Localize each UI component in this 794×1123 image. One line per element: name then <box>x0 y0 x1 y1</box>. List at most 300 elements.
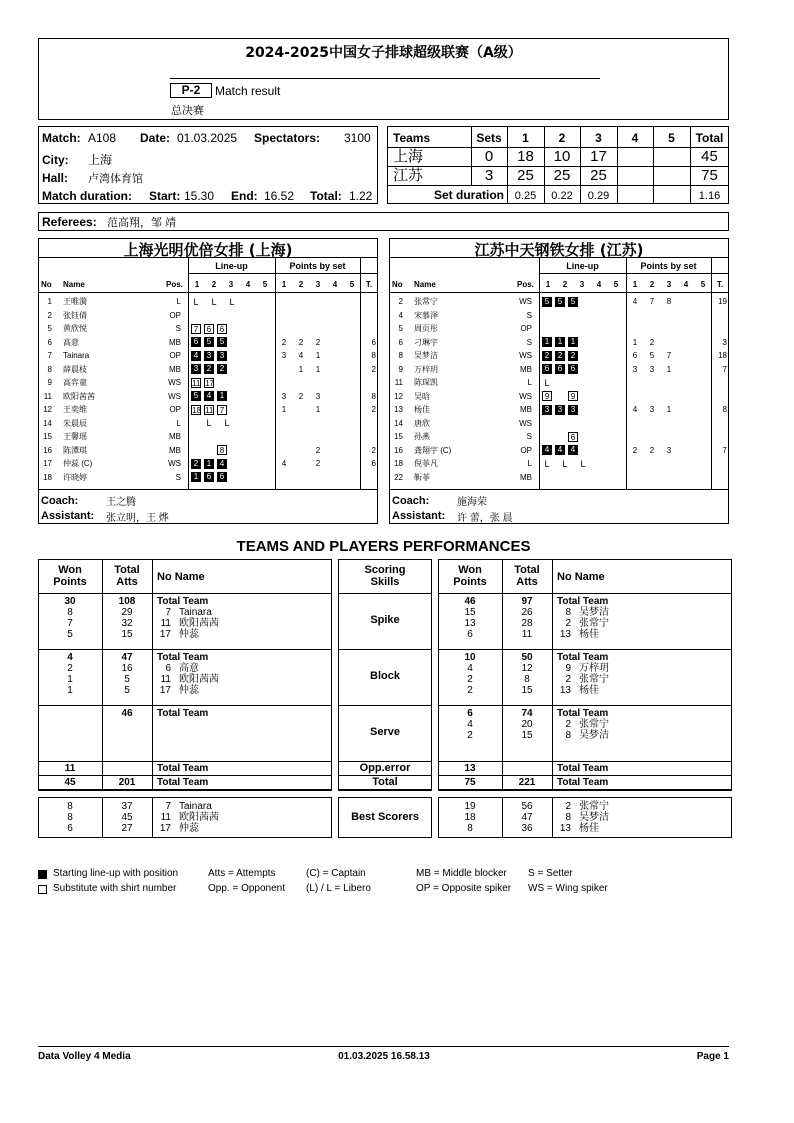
player-row <box>38 430 378 443</box>
starting-position-box: 5 <box>568 297 578 307</box>
footer-rule <box>38 1046 729 1047</box>
player-number: 18 <box>394 459 403 468</box>
coach-name: 王之腾 <box>106 497 136 508</box>
player-number: 2 <box>398 297 403 306</box>
player-number: 16 <box>43 445 52 455</box>
starting-position-box: 3 <box>191 364 201 374</box>
player-lineup <box>191 336 230 349</box>
col-total: T. <box>365 280 373 289</box>
player-lineup <box>542 390 581 403</box>
player-position: L <box>527 378 532 387</box>
col-no: No <box>392 280 403 289</box>
substitute-legend-icon <box>38 885 47 894</box>
lineup-header: Line-up <box>566 261 599 271</box>
set-points: 8 <box>666 297 672 306</box>
won-points: 13 <box>464 618 476 629</box>
player-name: 杨佳 <box>414 405 430 414</box>
player-name: 高弈童 <box>63 378 87 387</box>
set-points: 2 <box>298 337 304 347</box>
player-position: MB <box>169 364 181 374</box>
player-number: 5 <box>398 324 403 333</box>
starting-position-box: 2 <box>217 364 227 374</box>
perf-player-name: 杨佳 <box>579 629 599 640</box>
perf-player-name: Total Team <box>157 652 209 663</box>
starting-position-box: 3 <box>204 351 214 361</box>
player-lineup <box>542 376 560 389</box>
player-row <box>389 430 729 443</box>
player-number: 18 <box>43 472 52 482</box>
starting-position-box: 2 <box>542 351 552 361</box>
player-number: 11 <box>43 391 52 401</box>
won-points: 5 <box>67 629 73 640</box>
player-position: S <box>526 337 532 347</box>
perf-player-name: 欧阳茜茜 <box>179 812 219 823</box>
set-points: 1 <box>666 405 672 414</box>
won-points: 4 <box>467 719 473 730</box>
player-name: 孙燕 <box>414 432 430 441</box>
won-points: 75 <box>464 777 476 788</box>
perf-player-number: 13 <box>559 823 571 834</box>
score-header-set1: 1 <box>522 131 529 145</box>
divider <box>389 292 729 293</box>
player-row <box>389 471 729 484</box>
player-name: 陈琛凯 <box>414 378 438 387</box>
total-attempts: 221 <box>518 777 536 788</box>
perf-player-name: 杨佳 <box>579 685 599 696</box>
perf-player-number: 2 <box>565 719 571 730</box>
player-number: 6 <box>398 337 403 347</box>
perf-player-name: 吴梦洁 <box>579 730 609 741</box>
skills-header-1: Scoring <box>364 564 406 576</box>
set-points: 1 <box>281 405 287 414</box>
points-header: Points by set <box>640 261 697 271</box>
player-number: 17 <box>43 459 52 468</box>
player-name: 朱晨辰 <box>63 418 87 428</box>
player-row <box>389 457 729 470</box>
player-row <box>38 457 378 470</box>
col-pos: Pos. <box>517 280 534 289</box>
points-set-col: 3 <box>666 280 672 289</box>
perf-player-name: Total Team <box>557 596 609 607</box>
total-attempts: 28 <box>521 618 533 629</box>
player-position: OP <box>169 351 181 360</box>
divider <box>152 797 153 838</box>
won-points: 8 <box>67 812 73 823</box>
perf-player-number: 17 <box>159 629 171 640</box>
set-points: 3 <box>315 391 321 401</box>
start-label: Start: <box>149 189 181 203</box>
performances-title: TEAMS AND PLAYERS PERFORMANCES <box>236 538 531 555</box>
atts-header-2: Atts <box>516 576 538 588</box>
player-name: 王唯漪 <box>63 297 87 306</box>
coach-name: 施海荣 <box>457 497 487 508</box>
player-total: 6 <box>371 337 376 347</box>
player-row <box>389 444 729 457</box>
perf-player-number: 11 <box>160 674 171 685</box>
col-total: T. <box>716 280 724 289</box>
perf-player-number: 2 <box>565 674 571 685</box>
ws-legend: WS = Wing spiker <box>528 883 608 894</box>
player-total: 18 <box>718 351 727 360</box>
player-total: 8 <box>722 405 727 414</box>
starting-position-box: 3 <box>555 405 565 415</box>
player-total: 19 <box>718 297 727 306</box>
score-total: 75 <box>701 167 718 184</box>
player-number: 12 <box>43 405 52 414</box>
player-total: 7 <box>722 445 727 455</box>
set-points: 5 <box>649 351 655 360</box>
total-attempts: 8 <box>524 674 530 685</box>
score-team-name: 江苏 <box>393 167 424 184</box>
player-number: 16 <box>394 445 403 455</box>
total-attempts: 46 <box>121 708 133 719</box>
total-attempts: 36 <box>521 823 533 834</box>
divider <box>38 761 332 762</box>
perf-player-number: 8 <box>565 812 571 823</box>
opp-legend: Opp. = Opponent <box>208 883 286 894</box>
player-total: 8 <box>371 351 376 360</box>
substitute-box: 18 <box>192 405 201 415</box>
player-row <box>38 322 378 335</box>
won-points: 18 <box>464 812 476 823</box>
perf-player-number: 8 <box>565 730 571 741</box>
set-points: 2 <box>315 445 321 455</box>
perf-player-number: 2 <box>565 801 571 812</box>
starting-position-box: 1 <box>217 391 227 401</box>
player-number: 2 <box>47 310 52 320</box>
end-label: End: <box>231 189 258 203</box>
score-header-set3: 3 <box>595 131 602 145</box>
score-row-home <box>387 148 729 166</box>
mb-legend: MB = Middle blocker <box>416 868 507 879</box>
divider <box>38 775 332 776</box>
won-points: 4 <box>67 652 73 663</box>
total-attempts: 26 <box>521 607 533 618</box>
perf-player-number: 7 <box>165 801 171 812</box>
player-lineup <box>542 349 581 362</box>
libero-mark: L <box>229 296 235 307</box>
won-points: 30 <box>64 596 76 607</box>
player-row <box>389 349 729 362</box>
hall-label: Hall: <box>42 171 69 185</box>
won-header-2: Points <box>453 576 487 588</box>
team-name: 江苏中天钢铁女排 (江苏) <box>474 241 644 259</box>
player-lineup <box>191 403 230 416</box>
set-points: 4 <box>298 351 304 360</box>
skill-label: Total <box>372 776 398 788</box>
total-attempts: 15 <box>521 685 533 696</box>
total-attempts: 16 <box>121 663 133 674</box>
libero-mark: L <box>544 377 550 388</box>
won-header-1: Won <box>58 564 82 576</box>
perf-player-name: 仲蕊 <box>179 629 199 640</box>
end-value: 16.52 <box>264 189 295 203</box>
perf-player-name: Total Team <box>157 777 209 788</box>
set-points: 3 <box>632 364 638 374</box>
set-points: 1 <box>315 405 321 414</box>
perf-player-number: 11 <box>160 812 171 823</box>
player-row <box>38 376 378 389</box>
hall-value: 卢湾体育馆 <box>88 173 143 185</box>
starting-position-box: 4 <box>568 445 578 455</box>
player-number: 8 <box>398 351 403 360</box>
lineup-set-col: 2 <box>562 280 568 289</box>
starting-position-box: 2 <box>191 459 201 469</box>
perf-player-name: Tainara <box>179 801 212 812</box>
won-points: 13 <box>464 763 476 774</box>
divider <box>38 705 332 706</box>
perf-player-name: Total Team <box>157 596 209 607</box>
won-points: 6 <box>467 708 473 719</box>
coach-label: Coach: <box>392 495 430 507</box>
player-lineup <box>191 417 240 430</box>
player-position: OP <box>520 324 532 333</box>
divider <box>389 257 729 258</box>
skill-label: Block <box>370 670 400 682</box>
perf-player-name: Total Team <box>557 777 609 788</box>
captain-legend: (C) = Captain <box>306 868 366 879</box>
player-row <box>389 376 729 389</box>
player-number: 14 <box>394 418 403 428</box>
player-row <box>38 309 378 322</box>
player-row <box>38 336 378 349</box>
player-lineup <box>542 457 596 470</box>
starting-legend-icon <box>38 870 47 879</box>
won-points: 2 <box>467 674 473 685</box>
player-row <box>389 322 729 335</box>
player-name: 万梓玥 <box>414 364 438 374</box>
set-points: 3 <box>281 391 287 401</box>
player-position: OP <box>169 405 181 414</box>
divider <box>438 761 732 762</box>
player-number: 6 <box>47 337 52 347</box>
won-points: 8 <box>467 823 473 834</box>
won-points: 2 <box>467 730 473 741</box>
substitute-box: 11 <box>205 405 214 415</box>
divider <box>338 790 432 791</box>
score-team-name: 上海 <box>393 148 424 165</box>
libero-mark: L <box>211 296 217 307</box>
set-points: 2 <box>315 337 321 347</box>
substitute-box: 11 <box>192 378 201 388</box>
player-row <box>38 403 378 416</box>
divider <box>438 775 732 776</box>
substitute-box: 7 <box>191 324 201 334</box>
perf-player-name: Total Team <box>557 708 609 719</box>
player-number: 5 <box>47 324 52 333</box>
date-label: Date: <box>140 131 171 145</box>
score-header-teams: Teams <box>393 131 431 145</box>
lineup-set-col: 3 <box>228 280 234 289</box>
footer-timestamp: 01.03.2025 16.58.13 <box>338 1051 430 1062</box>
perf-player-name: Tainara <box>179 607 212 618</box>
lineup-set-col: 5 <box>613 280 619 289</box>
perf-player-number: 8 <box>565 607 571 618</box>
set-points: 3 <box>666 445 672 455</box>
divider <box>38 649 332 650</box>
score-header-set4: 4 <box>631 131 639 145</box>
perf-player-name: 张常宁 <box>579 801 609 812</box>
assistant-label: Assistant: <box>41 510 95 522</box>
won-points: 19 <box>464 801 476 812</box>
score-header-set2: 2 <box>558 131 566 145</box>
perf-player-name: 吴梦洁 <box>579 812 609 823</box>
score-set3: 25 <box>590 167 607 184</box>
player-total: 8 <box>371 391 376 401</box>
set-duration-1: 0.25 <box>514 190 537 202</box>
player-name: 仲蕊 (C) <box>63 459 93 468</box>
assistant-names: 许 蕾，张 晨 <box>457 513 513 524</box>
atts-legend: Atts = Attempts <box>208 868 276 879</box>
set-points: 2 <box>281 337 287 347</box>
perf-player-name: 高意 <box>179 663 199 674</box>
divider <box>438 649 732 650</box>
divider <box>188 273 378 274</box>
total-attempts: 74 <box>521 708 533 719</box>
player-name: 吴晗 <box>414 391 430 401</box>
perf-player-name: 吴梦洁 <box>579 607 609 618</box>
set-points: 1 <box>298 364 304 374</box>
points-set-col: 4 <box>683 280 689 289</box>
player-position: OP <box>520 445 532 455</box>
player-number: 8 <box>47 364 52 374</box>
libero-mark: L <box>580 458 586 469</box>
libero-mark: L <box>224 418 230 429</box>
atts-header-2: Atts <box>116 576 138 588</box>
player-name: 龚翔宇 (C) <box>414 445 452 455</box>
noname-header: No Name <box>157 571 205 583</box>
starting-position-box: 5 <box>555 297 565 307</box>
player-name: 宋慕泽 <box>414 310 438 320</box>
player-row <box>38 363 378 376</box>
starting-position-box: 1 <box>191 472 201 482</box>
player-name: 黄欣悦 <box>63 324 87 333</box>
starting-position-box: 6 <box>217 472 227 482</box>
score-set3: 17 <box>590 148 607 165</box>
player-lineup <box>191 295 245 308</box>
player-position: S <box>526 432 532 441</box>
player-number: 15 <box>43 432 52 441</box>
substitute-box: 7 <box>217 405 227 415</box>
report-name: Match result <box>215 84 281 98</box>
divider <box>152 559 153 790</box>
skill-label: Spike <box>370 614 400 626</box>
divider <box>552 797 553 838</box>
player-position: WS <box>168 459 181 468</box>
set-duration-2: 0.22 <box>551 190 573 202</box>
points-header: Points by set <box>289 261 346 271</box>
perf-player-number: 13 <box>559 685 571 696</box>
score-set1: 25 <box>517 167 534 184</box>
starting-position-box: 5 <box>191 391 201 401</box>
player-lineup <box>542 363 581 376</box>
set-points: 2 <box>632 445 638 455</box>
set-points: 6 <box>632 351 638 360</box>
total-attempts: 15 <box>121 629 133 640</box>
won-points: 8 <box>67 607 73 618</box>
player-position: MB <box>520 405 532 414</box>
referees-names: 范高翔，邹 靖 <box>107 217 177 229</box>
divider <box>338 649 432 650</box>
assistant-names: 张立明，王 烨 <box>106 513 169 524</box>
player-number: 7 <box>47 351 52 360</box>
total-attempts: 201 <box>118 777 136 788</box>
substitute-box: 6 <box>568 432 578 442</box>
perf-player-name: 仲蕊 <box>179 685 199 696</box>
skill-label: Best Scorers <box>351 811 419 823</box>
total-attempts: 12 <box>521 663 533 674</box>
player-number: 11 <box>394 378 403 387</box>
starting-position-box: 1 <box>568 337 578 347</box>
col-name: Name <box>63 280 85 289</box>
total-attempts: 29 <box>121 607 133 618</box>
duration-label: Match duration: <box>42 189 132 203</box>
player-total: 7 <box>722 364 727 374</box>
won-header-2: Points <box>53 576 87 588</box>
player-name: Tainara <box>63 351 90 360</box>
set-points: 2 <box>649 337 655 347</box>
legend <box>38 868 729 900</box>
player-number: 12 <box>394 391 403 401</box>
player-lineup <box>191 322 230 335</box>
starting-position-box: 6 <box>191 337 201 347</box>
total-attempts: 32 <box>121 618 133 629</box>
set-points: 1 <box>632 337 638 347</box>
set-points: 2 <box>649 445 655 455</box>
perf-player-name: 欧阳茜茜 <box>179 674 219 685</box>
won-points: 8 <box>67 801 73 812</box>
player-lineup <box>542 430 581 443</box>
total-attempts: 45 <box>121 812 133 823</box>
divider <box>38 489 378 490</box>
won-points: 6 <box>67 823 73 834</box>
setter-legend: S = Setter <box>528 868 573 879</box>
total-attempts: 47 <box>521 812 533 823</box>
player-number: 9 <box>398 364 403 374</box>
starting-position-box: 3 <box>568 405 578 415</box>
starting-legend: Starting line-up with position <box>53 868 179 879</box>
set-duration-total: 1.16 <box>698 190 721 202</box>
player-row <box>389 417 729 430</box>
player-row <box>38 349 378 362</box>
start-value: 15.30 <box>184 189 215 203</box>
player-position: WS <box>519 391 532 401</box>
player-name: 许晓婷 <box>63 472 87 482</box>
player-number: 22 <box>394 472 403 482</box>
won-points: 15 <box>464 607 476 618</box>
assistant-label: Assistant: <box>392 510 446 522</box>
player-name: 周页彤 <box>414 324 438 333</box>
starting-position-box: 3 <box>542 405 552 415</box>
perf-player-name: 杨佳 <box>579 823 599 834</box>
divider <box>38 790 332 791</box>
starting-position-box: 4 <box>204 391 214 401</box>
starting-position-box: 1 <box>204 459 214 469</box>
player-position: MB <box>520 364 532 374</box>
match-date: 01.03.2025 <box>177 131 238 145</box>
set-duration-label: Set duration <box>433 188 504 202</box>
starting-position-box: 5 <box>217 337 227 347</box>
total-attempts: 5 <box>124 685 130 696</box>
starting-position-box: 5 <box>204 337 214 347</box>
divider <box>438 705 732 706</box>
points-set-col: 1 <box>632 280 638 289</box>
perf-player-name: 张常宁 <box>579 618 609 629</box>
total-attempts: 11 <box>521 629 533 640</box>
skills-header-2: Skills <box>370 576 400 588</box>
player-lineup <box>191 457 230 470</box>
perf-player-number: 13 <box>559 629 571 640</box>
